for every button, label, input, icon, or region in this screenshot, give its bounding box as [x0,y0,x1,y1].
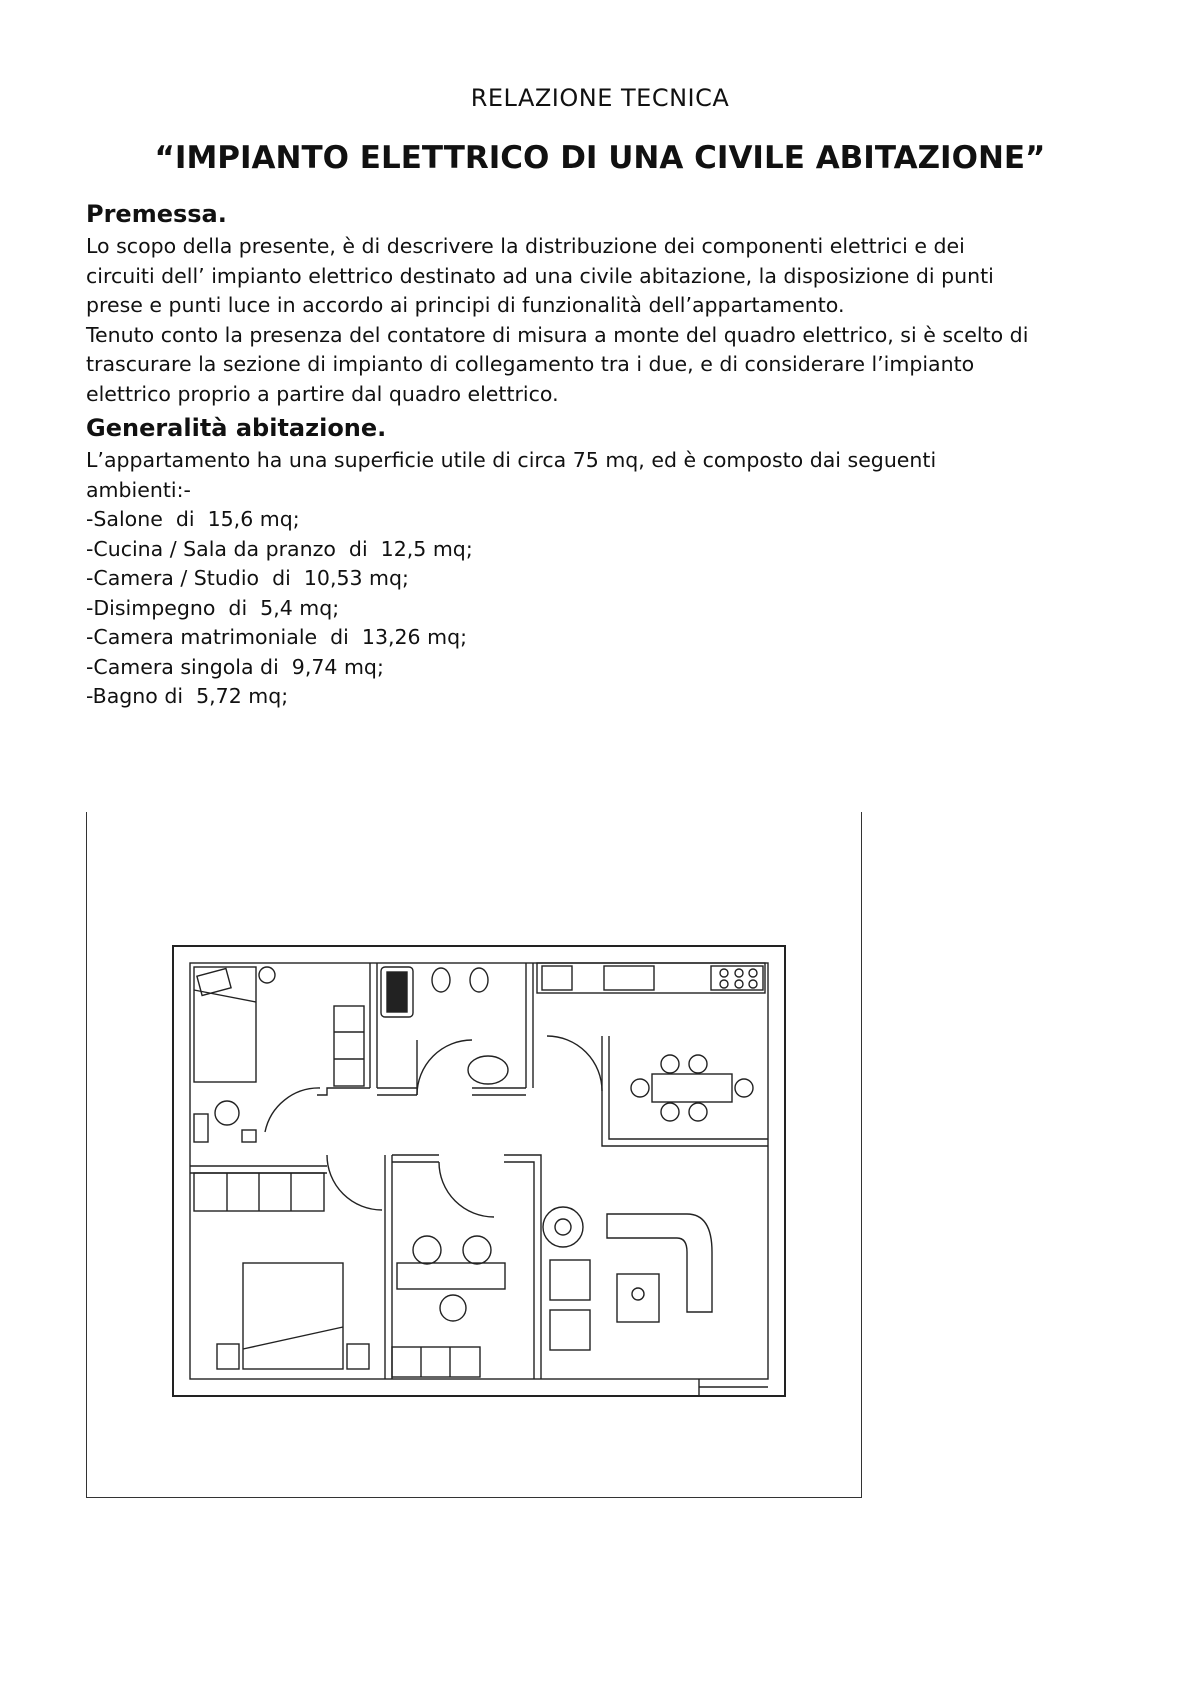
chair [689,1055,707,1073]
sink [468,1056,508,1084]
toilet [432,968,450,992]
floor-plan-drawing [87,812,863,1498]
chair [631,1079,649,1097]
chair [463,1236,491,1264]
door-arc [327,1155,382,1210]
list-item: -Camera singola di 9,74 mq; [86,654,384,679]
lamp [259,967,275,983]
kitchen-counter [537,963,765,993]
armchair [550,1310,590,1350]
wall [504,1155,541,1379]
list-item: -Camera matrimoniale di 13,26 mq; [86,625,467,649]
chair [413,1236,441,1264]
armchair [550,1260,590,1300]
document-subtitle: RELAZIONE TECNICA [470,84,730,112]
chair [661,1055,679,1073]
nightstand [347,1344,369,1369]
premessa-paragraph [86,232,1146,409]
wall [504,1162,534,1379]
chair [689,1103,707,1121]
section-heading-premessa: Premessa. [86,200,227,228]
text-line: Lo scopo della presente, è di descrivere la distribuzione dei componenti elettrici e dei [86,234,965,258]
floor-plan-figure [86,812,862,1498]
text-line: circuiti dell’ impianto elettrico destinato ad una civile abitazione, la disposizione di punti [86,263,994,288]
nightstand [217,1344,239,1369]
section-heading-generalita: Generalità abitazione. [86,414,387,442]
text-line: prese e punti luce in accordo ai principi di funzionalità dell’appartamento. [86,293,845,317]
list-item: -Cucina / Sala da pranzo di 12,5 mq; [86,536,473,561]
door-arc [439,1162,494,1217]
bookcase [392,1347,480,1377]
door-arc [417,1040,472,1095]
dining-table [652,1074,732,1102]
text-line: elettrico proprio a partire dal quadro elettrico. [86,381,559,406]
chair [661,1103,679,1121]
list-item: -Salone di 15,6 mq; [86,507,300,531]
bed-cover [243,1327,343,1349]
bidet [470,968,488,992]
double-bed [243,1263,343,1369]
bedside [242,1130,256,1142]
outer-wall [173,946,785,1396]
text-line: trascurare la sezione di impianto di collegamento tra i due, e di considerare l’impianto [86,352,975,376]
bed-cover [194,990,256,1002]
single-bed [194,967,256,1082]
text-line: L’appartamento ha una superficie utile di circa 75 mq, ed è composto dai seguenti [86,448,937,472]
text-line: ambienti:- [86,477,191,502]
wardrobe [334,1006,364,1086]
wall [317,1088,370,1095]
document-title: “IMPIANTO ELETTRICO DI UNA CIVILE ABITAZIONE” [154,140,1046,176]
chair [735,1079,753,1097]
desk [194,1114,208,1142]
wall [609,1036,768,1139]
list-item: -Camera / Studio di 10,53 mq; [86,566,409,590]
inner-wall [190,963,768,1379]
wall [602,1036,768,1146]
rooms-list [86,505,473,712]
generalita-intro [86,446,1146,505]
chair [215,1101,239,1125]
door-arc [547,1036,602,1091]
plant [543,1207,583,1247]
office-chair [440,1295,466,1321]
list-item: -Bagno di 5,72 mq; [86,684,289,708]
door-arc [265,1088,320,1132]
coffee-table [617,1274,659,1322]
list-item: -Disimpegno di 5,4 mq; [86,595,340,620]
text-line: Tenuto conto la presenza del contatore di misura a monte del quadro elettrico, si è scelto di [86,322,1029,347]
desk [397,1263,505,1289]
